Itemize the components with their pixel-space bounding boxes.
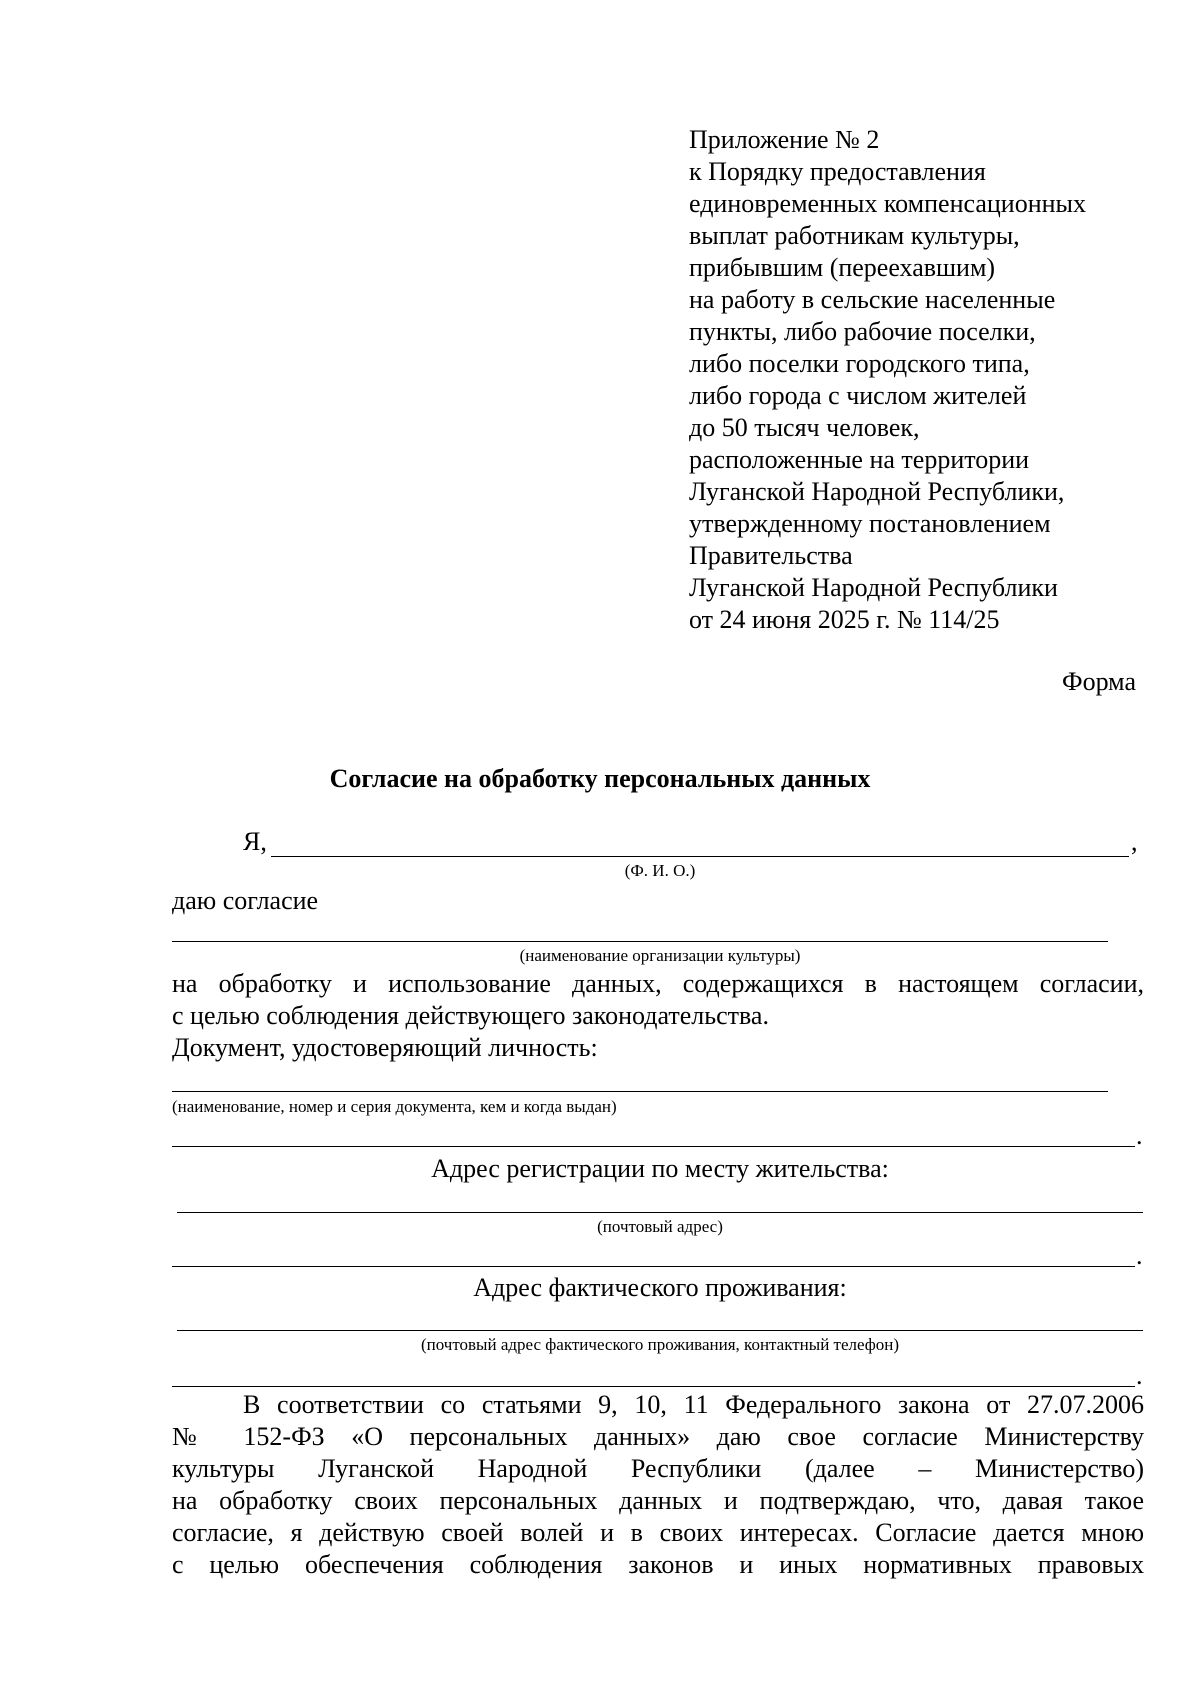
id-document-field-line-2[interactable] — [172, 1146, 1135, 1147]
final-paragraph-line: на обработку своих персональных данных и подтверждаю, что, давая такое — [172, 1486, 1144, 1515]
appendix-line: утвержденному постановлением — [689, 509, 1051, 538]
final-paragraph-line: В соответствии со статьями 9, 10, 11 Федерального закона от 27.07.2006 — [243, 1390, 1144, 1419]
form-label: Форма — [1062, 667, 1136, 696]
final-paragraph-body — [172, 1421, 1144, 1581]
fio-prefix: Я, — [243, 827, 267, 856]
appendix-line: к Порядку предоставления — [689, 157, 986, 186]
organization-caption: (наименование организации культуры) — [519, 946, 801, 965]
processing-line: на обработку и использование данных, содержащихся в настоящем согласии, — [172, 969, 1144, 998]
appendix-line: на работу в сельские населенные — [689, 285, 1056, 314]
appendix-line: Луганской Народной Республики — [689, 573, 1058, 602]
id-document-heading: Документ, удостоверяющий личность: — [172, 1033, 598, 1062]
processing-paragraph — [172, 968, 1144, 1000]
organization-field-line[interactable] — [172, 941, 1108, 942]
appendix-line: Луганской Народной Республики, — [689, 477, 1065, 506]
postal-address-caption: (почтовый адрес) — [597, 1217, 723, 1236]
appendix-line: расположенные на территории — [689, 445, 1030, 474]
appendix-line: Правительства — [689, 541, 853, 570]
document-title: Согласие на обработку персональных данных — [329, 764, 871, 793]
final-paragraph-line: согласие, я действую своей волей и в своих интересах. Согласие дается мною — [172, 1518, 1144, 1547]
id-document-field-line[interactable] — [172, 1091, 1108, 1092]
actual-address-field-line-2[interactable] — [172, 1386, 1135, 1387]
appendix-line: пункты, либо рабочие поселки, — [689, 317, 1036, 346]
period-mark: . — [1136, 1121, 1143, 1150]
appendix-line: до 50 тысяч человек, — [689, 413, 920, 442]
id-document-caption: (наименование, номер и серия документа, кем и когда выдан) — [172, 1097, 617, 1116]
registration-address-field-line-2[interactable] — [172, 1266, 1135, 1267]
period-mark: . — [1136, 1361, 1143, 1390]
appendix-line: от 24 июня 2025 г. № 114/25 — [689, 605, 1000, 634]
registration-address-field-line[interactable] — [177, 1212, 1143, 1213]
registration-address-heading: Адрес регистрации по месту жительства: — [431, 1154, 889, 1183]
processing-line: с целью соблюдения действующего законодательства. — [172, 1001, 769, 1030]
final-paragraph-line: культуры Луганской Народной Республики (далее – Министерство) — [172, 1454, 1144, 1483]
actual-address-field-line[interactable] — [177, 1330, 1143, 1331]
appendix-line: либо города с числом жителей — [689, 381, 1027, 410]
actual-address-caption: (почтовый адрес фактического проживания, контактный телефон) — [420, 1335, 900, 1354]
appendix-line: единовременных компенсационных — [689, 189, 1087, 218]
fio-caption: (Ф. И. О.) — [624, 861, 696, 880]
actual-address-heading: Адрес фактического проживания: — [473, 1273, 847, 1302]
final-paragraph-first-line — [243, 1389, 1144, 1421]
appendix-line: либо поселки городского типа, — [689, 349, 1030, 378]
consent-to-text: даю согласие — [172, 886, 319, 915]
appendix-line: Приложение № 2 — [689, 125, 880, 154]
fio-field-line[interactable] — [271, 856, 1129, 857]
appendix-line: выплат работникам культуры, — [689, 221, 1020, 250]
final-paragraph-line: с целью обеспечения соблюдения законов и иных нормативных правовых — [172, 1550, 1144, 1579]
appendix-line: прибывшим (переехавшим) — [689, 253, 996, 282]
final-paragraph-line: № 152-ФЗ «О персональных данных» даю свое согласие Министерству — [172, 1422, 1144, 1451]
fio-suffix: , — [1131, 827, 1138, 856]
appendix-block — [689, 124, 1086, 636]
period-mark: . — [1136, 1241, 1143, 1270]
